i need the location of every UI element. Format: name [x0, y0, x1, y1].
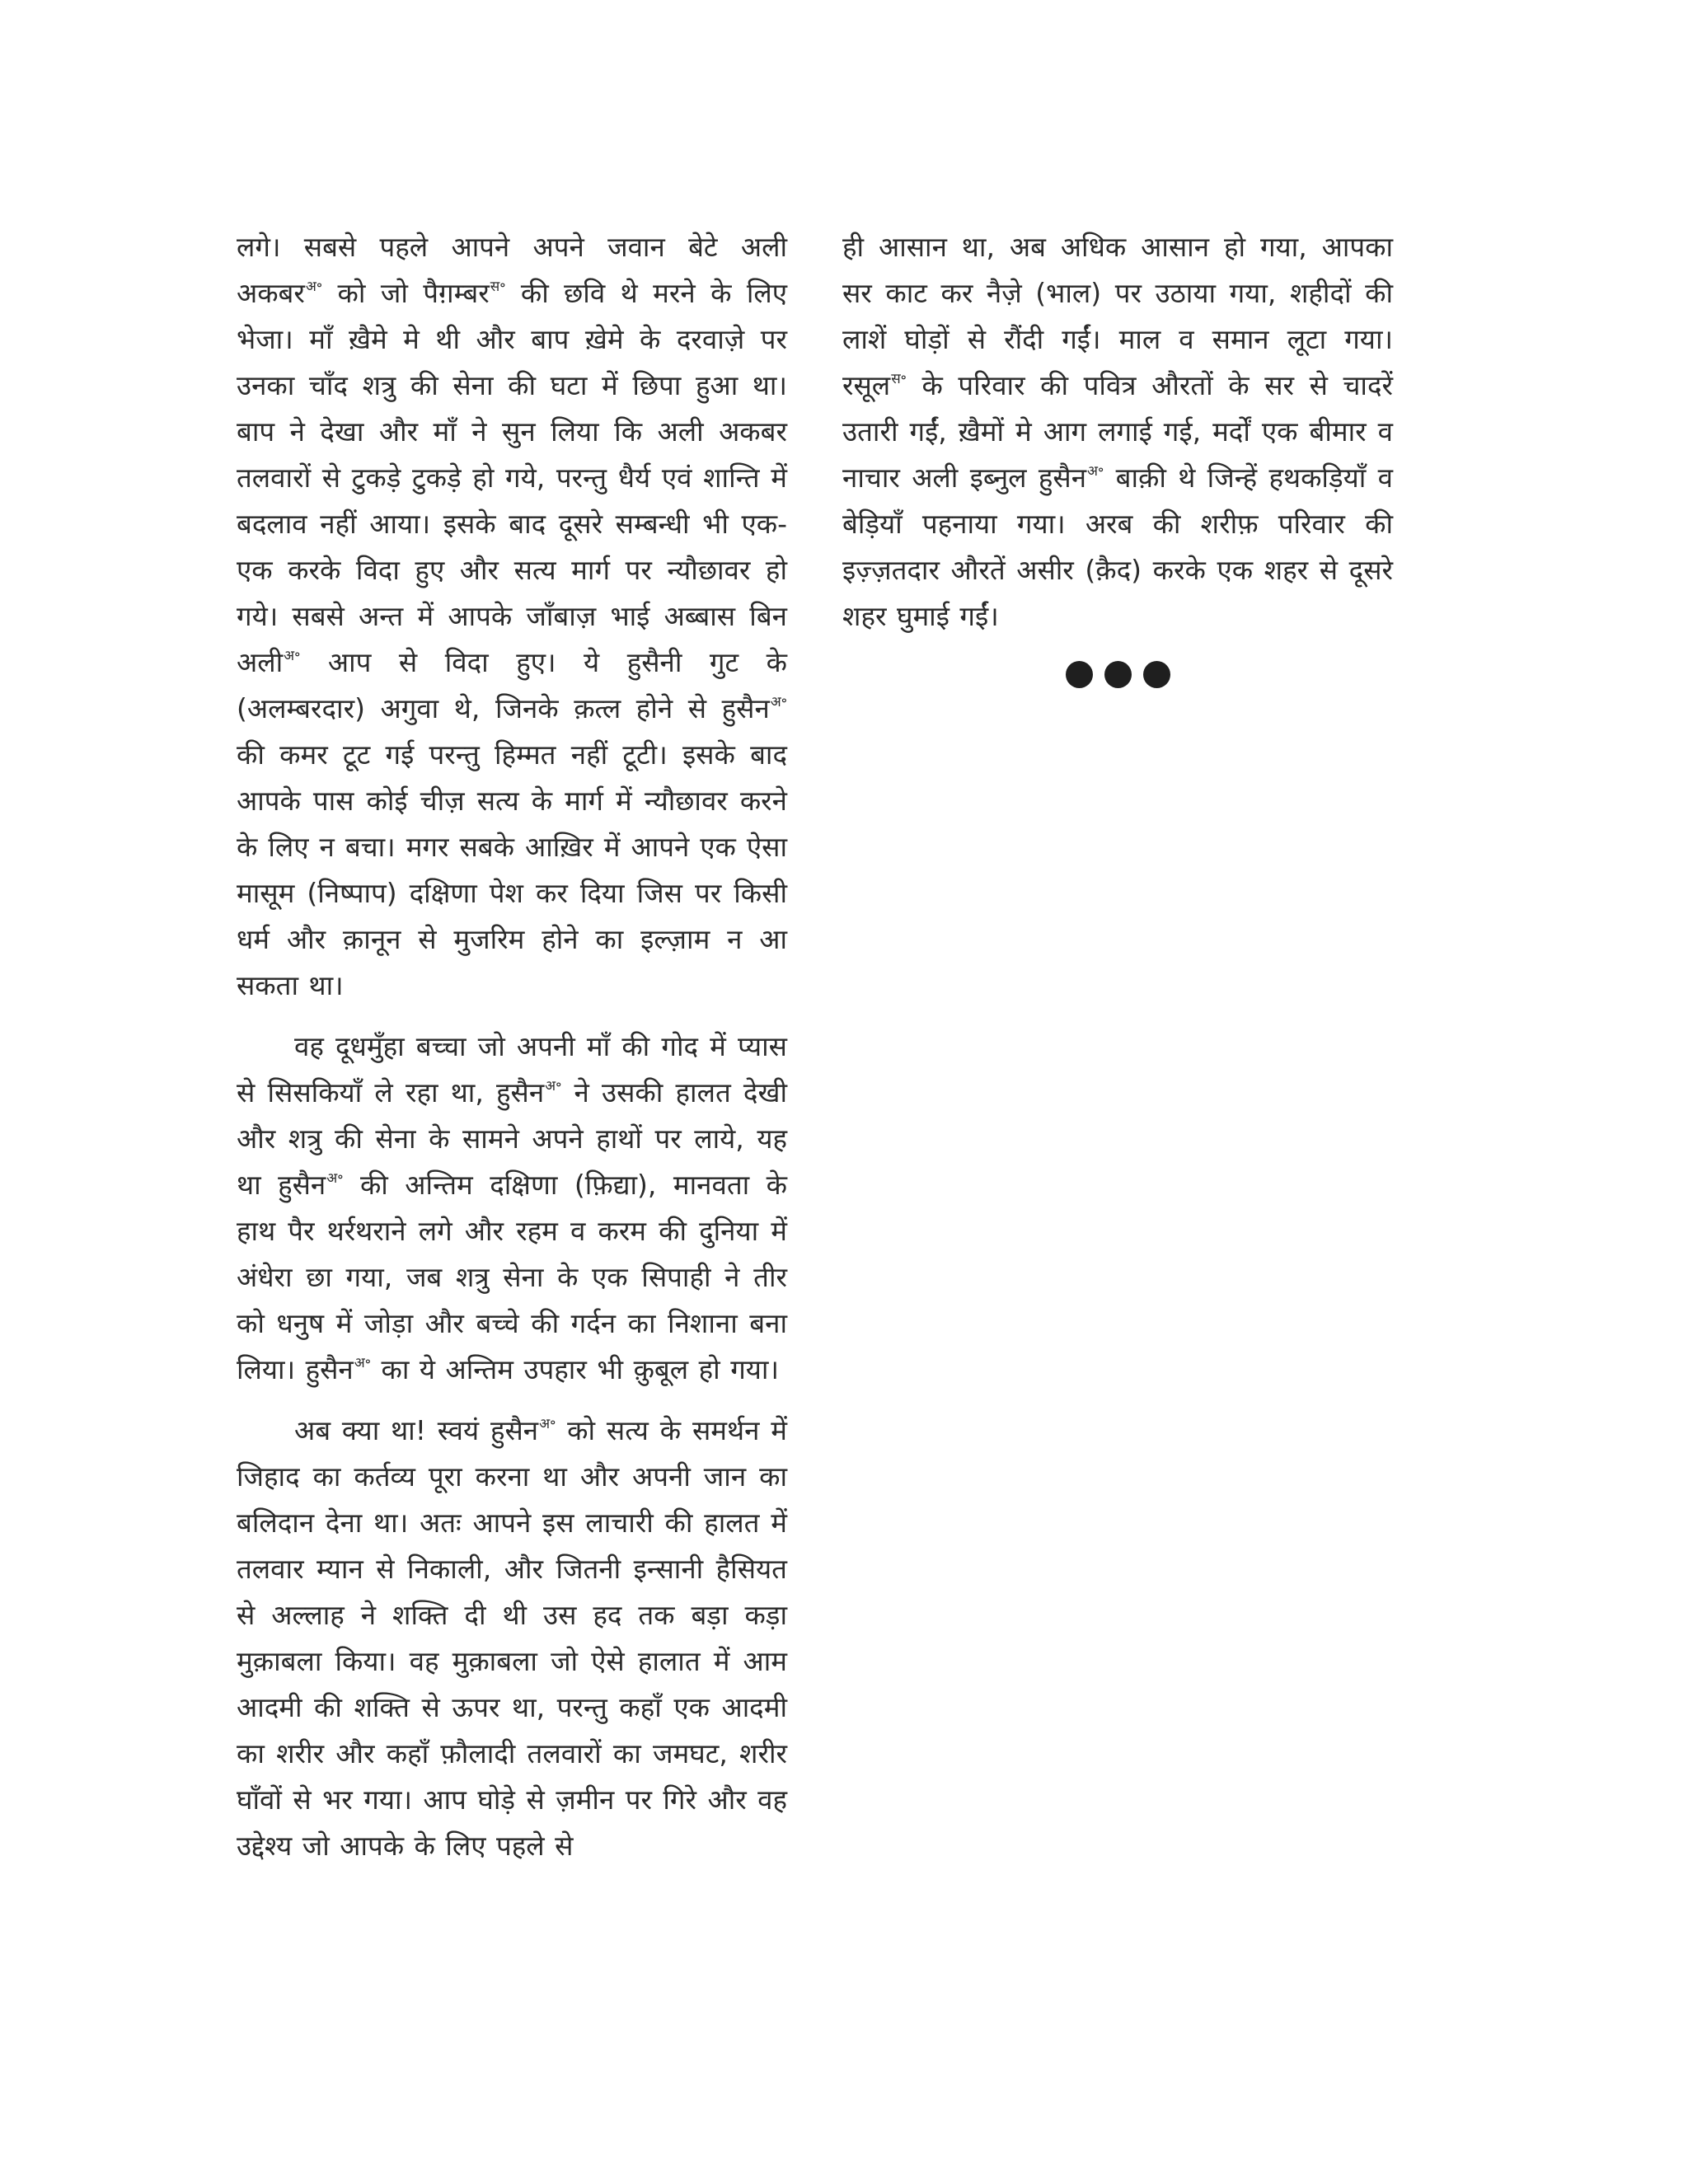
- honorific-superscript: अ॰: [1087, 463, 1104, 480]
- text-run: बाक़ी थे जिन्हें हथकड़ियाँ व बेड़ियाँ पहनाया गया। अरब की शरीफ़ परिवार की इज़्ज़तदार औरतें असीर (क़ैद) करके एक शहर से दूसरे शहर घुमाई गईं।: [842, 462, 1393, 632]
- text-run: अब क्या था! स्वयं हुसैन: [294, 1414, 539, 1446]
- honorific-superscript: अ॰: [770, 694, 787, 710]
- text-run: की अन्तिम दक्षिणा (फ़िद्या), मानवता के हाथ पैर थर्रथराने लगे और रहम व करम की दुनिया में अंधेरा छा गया, जब शत्रु सेना के एक सिपाही ने तीर को धनुष में जोड़ा और बच्चे की गर्दन का निशाना बना लिया। हुसैन: [237, 1169, 787, 1385]
- honorific-superscript: अ॰: [284, 648, 301, 664]
- text-run: के परिवार की पवित्र औरतों के सर से चादरें उतारी गईं, ख़ैमों मे आग लगाई गई, मर्दों एक बीमार व नाचार अली इब्नुल हुसैन: [842, 369, 1393, 494]
- text-run: आप से विदा हुए। ये हुसैनी गुट के (अलम्बरदार) अगुवा थे, जिनके क़त्ल होने से हुसैन: [237, 646, 787, 724]
- end-dot-icon: [1066, 661, 1093, 688]
- text-run: का ये अन्तिम उपहार भी क़ुबूल हो गया।: [371, 1353, 779, 1385]
- paragraph: [237, 1408, 787, 1869]
- honorific-superscript: अ॰: [539, 1416, 556, 1432]
- text-run: ही आसान था, अब अधिक आसान हो गया, आपका सर काट कर नैज़े (भाल) पर उठाया गया, शहीदों की लाशें घोड़ों से रौंदी गईं। माल व समान लूटा गया। रसूल: [842, 231, 1393, 401]
- text-run: ने उसकी हालत देखी और शत्रु की सेना के सामने अपने हाथों पर लाये, यह था हुसैन: [237, 1076, 787, 1201]
- section-end-marks: [842, 661, 1393, 688]
- end-dot-icon: [1143, 661, 1170, 688]
- honorific-superscript: अ॰: [326, 1170, 344, 1187]
- right-column: [842, 224, 1393, 688]
- honorific-superscript: अ॰: [305, 279, 323, 295]
- text-run: की छवि थे मरने के लिए भेजा। माँ ख़ैमे मे थी और बाप ख़ेमे के दरवाज़े पर उनका चाँद शत्रु की सेना की घटा में छिपा हुआ था। बाप ने देखा और माँ ने सुन लिया कि अली अकबर तलवारों से टुकड़े टुकड़े हो गये, परन्तु धैर्य एवं शान्ति में बदलाव नहीं आया। इसके बाद दूसरे सम्बन्धी भी एक-एक करके विदा हुए और सत्य मार्ग पर न्यौछावर हो गये। सबसे अन्त में आपके जाँबाज़ भाई अब्बास बिन अली: [237, 277, 787, 678]
- text-run: लगे। सबसे पहले आपने अपने जवान बेटे अली अकबर: [237, 231, 787, 309]
- honorific-superscript: स॰: [891, 371, 907, 387]
- text-run: की कमर टूट गई परन्तु हिम्मत नहीं टूटी। इसके बाद आपके पास कोई चीज़ सत्य के मार्ग में न्यौछावर करने के लिए न बचा। मगर सबके आख़िर में आपने एक ऐसा मासूम (निष्पाप) दक्षिणा पेश कर दिया जिस पर किसी धर्म और क़ानून से मुजरिम होने का इल्ज़ाम न आ सकता था।: [237, 738, 787, 1001]
- paragraph: [237, 1024, 787, 1393]
- paragraph: [237, 224, 787, 1009]
- end-dot-icon: [1104, 661, 1132, 688]
- text-run: को जो पैग़म्बर: [322, 277, 490, 309]
- honorific-superscript: स॰: [490, 279, 506, 295]
- honorific-superscript: अ॰: [545, 1078, 562, 1094]
- paragraph: [842, 224, 1393, 640]
- left-column: [237, 224, 787, 1869]
- honorific-superscript: अ॰: [354, 1355, 371, 1371]
- text-run: वह दूधमुँहा बच्चा जो अपनी माँ की गोद में प्यास से सिसकियाँ ले रहा था, हुसैन: [237, 1030, 787, 1108]
- text-run: को सत्य के समर्थन में जिहाद का कर्तव्य पूरा करना था और अपनी जान का बलिदान देना था। अतः आपने इस लाचारी की हालत में तलवार म्यान से निकाली, और जितनी इन्सानी हैसियत से अल्लाह ने शक्ति दी थी उस हद तक बड़ा कड़ा मुक़ाबला किया। वह मुक़ाबला जो ऐसे हालात में आम आदमी की शक्ति से ऊपर था, परन्तु कहाँ एक आदमी का शरीर और कहाँ फ़ौलादी तलवारों का जमघट, शरीर घाँवों से भर गया। आप घोड़े से ज़मीन पर गिरे और वह उद्देश्य जो आपके के लिए पहले से: [237, 1414, 787, 1862]
